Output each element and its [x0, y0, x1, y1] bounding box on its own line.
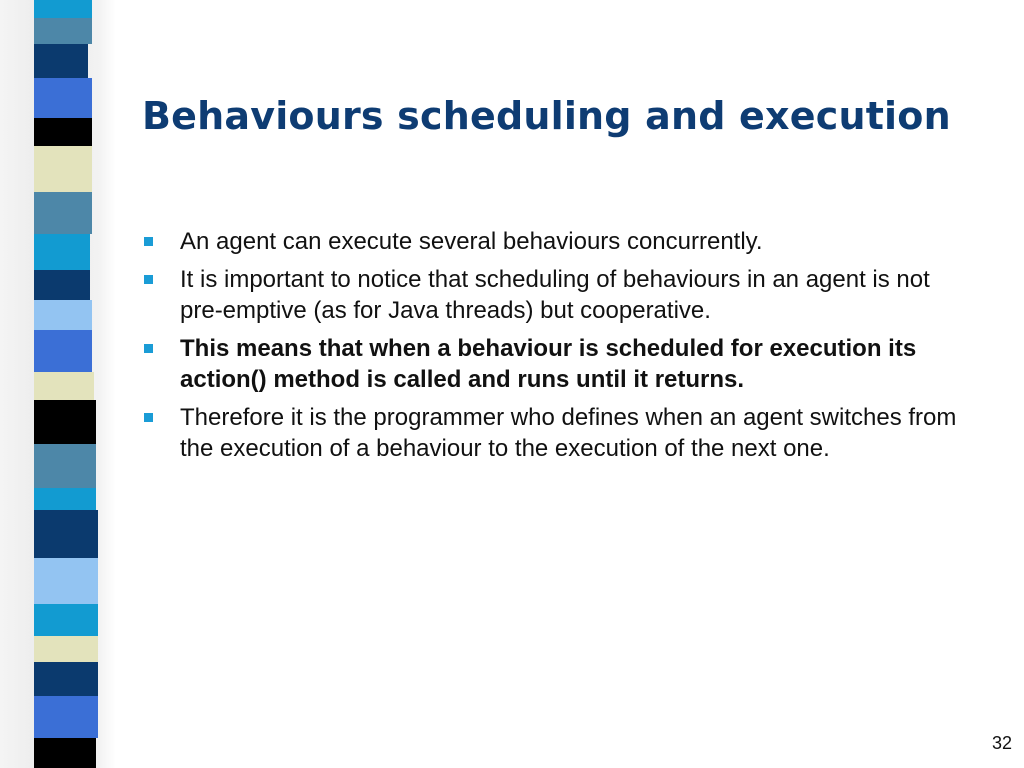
stripe-segment: [34, 696, 98, 738]
bullet-text: This means that when a behaviour is scheduled for execution its action() method is called and runs until it returns.: [180, 335, 917, 393]
stripe-segment: [34, 118, 92, 146]
square-bullet-icon: [144, 413, 153, 422]
stripe-segment: [34, 18, 92, 44]
bullet-item: [144, 402, 979, 464]
stripe-segment: [34, 604, 98, 636]
bullet-item-emphasized: [144, 333, 979, 395]
stripe-segment: [34, 400, 96, 444]
bullet-text: It is important to notice that scheduling of behaviours in an agent is not pre-emptive (as for Java threads) but cooperative.: [180, 266, 930, 324]
stripe-segment: [34, 146, 92, 192]
stripe-segment: [34, 510, 98, 558]
stripe-segment: [34, 44, 88, 78]
bullet-item: [144, 226, 979, 257]
stripe-segment: [34, 488, 96, 510]
stripe-segment: [34, 662, 98, 696]
stripe-segment: [34, 330, 92, 372]
stripe-segment: [34, 0, 92, 18]
stripe-segment: [34, 636, 98, 662]
stripe-segment: [34, 444, 96, 488]
square-bullet-icon: [144, 344, 153, 353]
stripe-segment: [34, 372, 94, 400]
slide-title: Behaviours scheduling and execution: [142, 94, 951, 138]
bullet-text: Therefore it is the programmer who defines when an agent switches from the execution of a behaviour to the execution of the next one.: [180, 404, 957, 462]
stripe-segment: [34, 270, 90, 300]
stripe-segment: [34, 78, 92, 118]
square-bullet-icon: [144, 237, 153, 246]
striped-bar-decoration: [34, 0, 100, 768]
stripe-segment: [34, 300, 92, 330]
page-number: 32: [991, 733, 1012, 753]
bullet-text: An agent can execute several behaviours concurrently.: [180, 228, 763, 255]
stripe-segment: [34, 192, 92, 234]
bullet-item: [144, 264, 979, 326]
bullet-list: [144, 226, 979, 471]
stripe-segment: [34, 738, 96, 768]
stripe-segment: [34, 234, 90, 270]
square-bullet-icon: [144, 275, 153, 284]
stripe-segment: [34, 558, 98, 604]
